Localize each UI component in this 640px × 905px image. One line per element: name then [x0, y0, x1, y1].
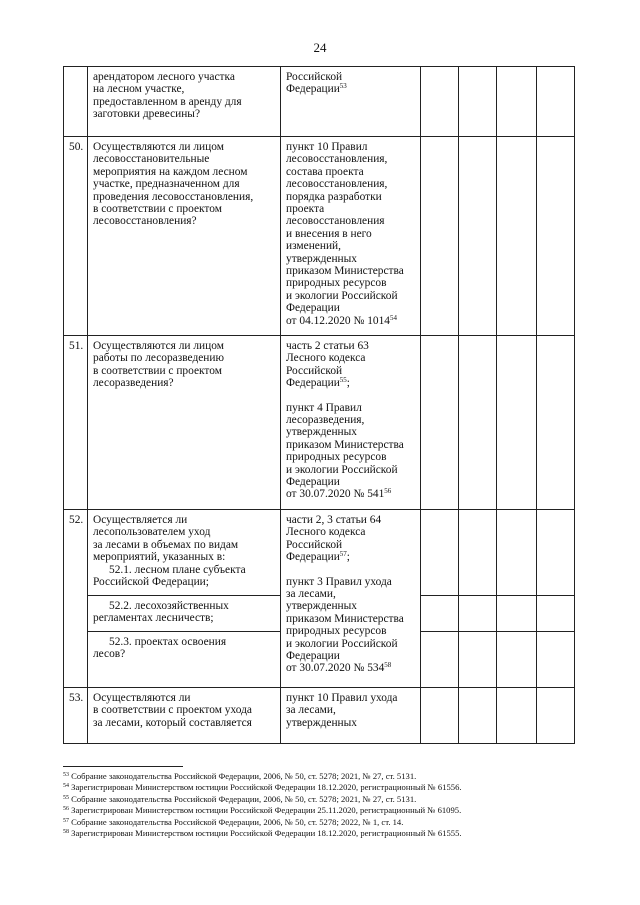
basis-line [286, 352, 415, 364]
answer-cell [421, 510, 459, 596]
footnote-text: Собрание законодательства Российской Федерации, 2006, № 50, ст. 5278; 2022, № 1, ст. 14. [71, 816, 404, 827]
spacer [286, 564, 415, 576]
basis-text: и внесения в него [286, 227, 372, 240]
footnote-text: Зарегистрирован Министерством юстиции Российской Федерации 18.12.2020, регистрационный № 61556. [71, 782, 462, 793]
basis-text: за лесами, [286, 704, 336, 717]
basis-line [286, 414, 415, 426]
basis-punct: ; [346, 377, 350, 390]
answer-cell [459, 688, 497, 744]
basis-text: часть 2 статьи 63 [286, 340, 369, 352]
basis-text: Федерации [286, 476, 340, 489]
basis-text: утвержденных [286, 600, 357, 613]
footnote-text: Собрание законодательства Российской Федерации, 2006, № 50, ст. 5278; 2021, № 27, ст. 5131. [71, 793, 417, 804]
basis-line [286, 253, 415, 265]
subitem-cell [88, 596, 281, 632]
legal-basis-cell [281, 336, 421, 510]
basis-line [286, 717, 415, 729]
answer-cell [497, 67, 537, 137]
answer-cell [497, 688, 537, 744]
footnotes [63, 766, 583, 839]
text-line: предоставленном в аренду для [93, 95, 242, 108]
subitem-line: регламентах лесничеств; [93, 612, 214, 625]
basis-line [286, 526, 415, 538]
table-row [64, 688, 575, 744]
basis-text: Российской [286, 538, 343, 551]
basis-line [286, 588, 415, 600]
basis-line [286, 365, 415, 377]
text-line: в соответствии с проектом [93, 203, 222, 216]
footnote-ref: 54 [389, 313, 397, 322]
basis-line [286, 265, 415, 277]
basis-text: пункт 4 Правил [286, 401, 362, 414]
basis-line [286, 650, 415, 662]
answer-cell [421, 632, 459, 688]
subitem-line: 52.3. проектах освоения [109, 636, 227, 648]
text-line: лесопользователем уход [93, 526, 211, 539]
text-line: Осуществляется ли [93, 514, 188, 526]
basis-text: пункт 10 Правил ухода [286, 692, 398, 704]
answer-cell [497, 632, 537, 688]
answer-cell [421, 596, 459, 632]
basis-line [286, 377, 415, 389]
basis-line [286, 638, 415, 650]
legal-basis-cell [281, 67, 421, 137]
basis-text: от 04.12.2020 № 1014 [286, 314, 390, 327]
question-cell [88, 67, 281, 137]
basis-text: природных ресурсов [286, 625, 387, 638]
basis-line [286, 191, 415, 203]
basis-line [286, 240, 415, 252]
answer-cell [421, 137, 459, 336]
basis-text: приказом Министерства [286, 612, 404, 625]
basis-line [286, 315, 415, 327]
subitem-line: лесов? [93, 648, 126, 661]
footnote [63, 794, 583, 805]
row-number: 51. [64, 336, 88, 510]
basis-line [286, 83, 415, 95]
basis-line [286, 625, 415, 637]
text-line: мероприятий, указанных в: [93, 551, 226, 564]
basis-text: лесовосстановления [286, 215, 385, 228]
legal-basis-cell [281, 688, 421, 744]
text-line: работы по лесоразведению [93, 352, 225, 365]
basis-text: пункт 3 Правил ухода [286, 575, 392, 588]
footnote-ref: 55 [339, 376, 347, 385]
basis-line [286, 539, 415, 551]
answer-cell [537, 596, 575, 632]
answer-cell [459, 336, 497, 510]
footnote-number: 56 [63, 806, 69, 813]
footnote [63, 782, 583, 793]
subitem-cell [88, 632, 281, 688]
footnote-number: 53 [63, 772, 69, 778]
question-cell [88, 510, 281, 596]
answer-cell [497, 137, 537, 336]
basis-line [286, 662, 415, 674]
basis-line [286, 178, 415, 190]
basis-text: Федерации [286, 377, 340, 390]
basis-line [286, 439, 415, 451]
basis-line [286, 228, 415, 240]
basis-text: за лесами, [286, 588, 336, 601]
text-line: лесовосстановительные [93, 153, 210, 166]
text-line: за лесами в объемах по видам [93, 538, 239, 551]
text-line: заготовки древесины? [93, 108, 201, 121]
answer-cell [537, 336, 575, 510]
basis-text: от 30.07.2020 № 541 [286, 488, 385, 501]
text-line: Осуществляются ли лицом [93, 340, 224, 352]
spacer [286, 390, 415, 402]
basis-text: Федерации [286, 83, 340, 96]
basis-line [286, 426, 415, 438]
text-line: арендатором лесного участка [93, 71, 235, 83]
basis-text: и экологии Российской [286, 289, 398, 302]
basis-text: Федерации [286, 302, 340, 315]
footnote-number: 58 [63, 829, 69, 836]
basis-line [286, 576, 415, 588]
basis-line [286, 692, 415, 704]
answer-cell [537, 67, 575, 137]
answer-cell [537, 632, 575, 688]
answer-cell [537, 510, 575, 596]
basis-text: части 2, 3 статьи 64 [286, 514, 382, 526]
answer-cell [459, 632, 497, 688]
question-cell [88, 137, 281, 336]
basis-text: и экологии Российской [286, 463, 398, 476]
basis-text: Федерации [286, 551, 340, 564]
basis-text: природных ресурсов [286, 451, 387, 464]
basis-line [286, 476, 415, 488]
answer-cell [497, 510, 537, 596]
answer-cell [459, 596, 497, 632]
text-line: в соответствии с проектом [93, 364, 222, 377]
table-row [64, 510, 575, 596]
basis-line [286, 277, 415, 289]
text-line: лесовосстановления? [93, 215, 197, 228]
subitem-line: 52.1. лесном плане субъекта [109, 563, 246, 576]
footnote-number: 54 [63, 783, 69, 790]
text-line: лесоразведения? [93, 377, 174, 390]
footnote-text: Собрание законодательства Российской Федерации, 2006, № 50, ст. 5278; 2021, № 27, ст. 5131. [71, 771, 417, 781]
basis-line [286, 340, 415, 352]
text-line: за лесами, который составляется [93, 716, 252, 729]
row-number: 53. [64, 688, 88, 744]
table-row [64, 137, 575, 336]
basis-line [286, 153, 415, 165]
basis-text: изменений, [286, 240, 341, 253]
basis-line [286, 514, 415, 526]
basis-line [286, 290, 415, 302]
basis-punct: ; [346, 551, 350, 564]
basis-line [286, 402, 415, 414]
footnote-number: 57 [63, 817, 69, 824]
answer-cell [421, 336, 459, 510]
row-number [64, 67, 88, 137]
footnote-ref: 58 [384, 661, 392, 670]
table-row [64, 67, 575, 137]
text-line: в соответствии с проектом ухода [93, 704, 252, 717]
legal-basis-cell [281, 137, 421, 336]
answer-cell [421, 67, 459, 137]
basis-text: Федерации [286, 650, 340, 663]
basis-text: Российской [286, 364, 343, 377]
answer-cell [459, 137, 497, 336]
text-line: проведения лесовосстановления, [93, 190, 254, 203]
page-number: 24 [313, 40, 327, 55]
basis-text: приказом Министерства [286, 438, 404, 451]
footnote [63, 771, 583, 782]
text-line: Осуществляются ли [93, 692, 191, 704]
basis-text: и экологии Российской [286, 637, 398, 650]
basis-text: утвержденных [286, 426, 357, 439]
answer-cell [497, 596, 537, 632]
text-line: Осуществляются ли лицом [93, 141, 224, 153]
basis-line [286, 215, 415, 227]
basis-text: Лесного кодекса [286, 526, 366, 539]
basis-text: лесовосстановления, [286, 178, 388, 191]
footnote-ref: 56 [384, 487, 392, 496]
basis-line [286, 704, 415, 716]
basis-line [286, 166, 415, 178]
text-line: мероприятия на каждом лесном [93, 165, 248, 178]
footnote [63, 828, 583, 839]
footnote-text: Зарегистрирован Министерством юстиции Российской Федерации 18.12.2020, регистрационный № 61555. [71, 828, 462, 839]
basis-text: утвержденных [286, 252, 357, 265]
footnote-rule [63, 766, 183, 767]
basis-text: состава проекта [286, 165, 364, 178]
basis-line [286, 141, 415, 153]
basis-text: природных ресурсов [286, 277, 387, 290]
basis-line [286, 551, 415, 563]
answer-cell [537, 137, 575, 336]
text-line: на лесном участке, [93, 83, 185, 96]
subitem-line: 52.2. лесохозяйственных [109, 600, 229, 612]
row-number: 50. [64, 137, 88, 336]
basis-text: лесоразведения, [286, 414, 365, 427]
basis-line [286, 488, 415, 500]
footnote-number: 55 [63, 794, 69, 801]
table-row [64, 336, 575, 510]
basis-text: Российской [286, 71, 343, 83]
basis-line [286, 203, 415, 215]
checklist-table [63, 66, 575, 744]
basis-text: пункт 10 Правил [286, 141, 368, 153]
basis-text: от 30.07.2020 № 534 [286, 662, 385, 675]
basis-line [286, 600, 415, 612]
basis-line [286, 451, 415, 463]
basis-text: порядка разработки [286, 190, 382, 203]
question-cell [88, 336, 281, 510]
basis-line [286, 464, 415, 476]
legal-basis-cell [281, 510, 421, 688]
basis-text: лесовосстановления, [286, 153, 388, 166]
basis-text: утвержденных [286, 716, 357, 729]
answer-cell [537, 688, 575, 744]
answer-cell [459, 67, 497, 137]
footnote-ref: 53 [339, 82, 347, 91]
footnote [63, 817, 583, 828]
basis-text: Лесного кодекса [286, 352, 366, 365]
answer-cell [497, 336, 537, 510]
text-line: участке, предназначенном для [93, 178, 240, 191]
footnote-ref: 57 [339, 550, 347, 559]
basis-line [286, 613, 415, 625]
footnote [63, 805, 583, 816]
subitem-line: Российской Федерации; [93, 576, 209, 589]
row-number: 52. [64, 510, 88, 688]
basis-line [286, 71, 415, 83]
footnote-text: Зарегистрирован Министерством юстиции Российской Федерации 25.11.2020, регистрационный № 61095. [71, 805, 462, 816]
question-cell [88, 688, 281, 744]
basis-text: проекта [286, 203, 325, 216]
basis-text: приказом Министерства [286, 265, 404, 278]
answer-cell [459, 510, 497, 596]
answer-cell [421, 688, 459, 744]
